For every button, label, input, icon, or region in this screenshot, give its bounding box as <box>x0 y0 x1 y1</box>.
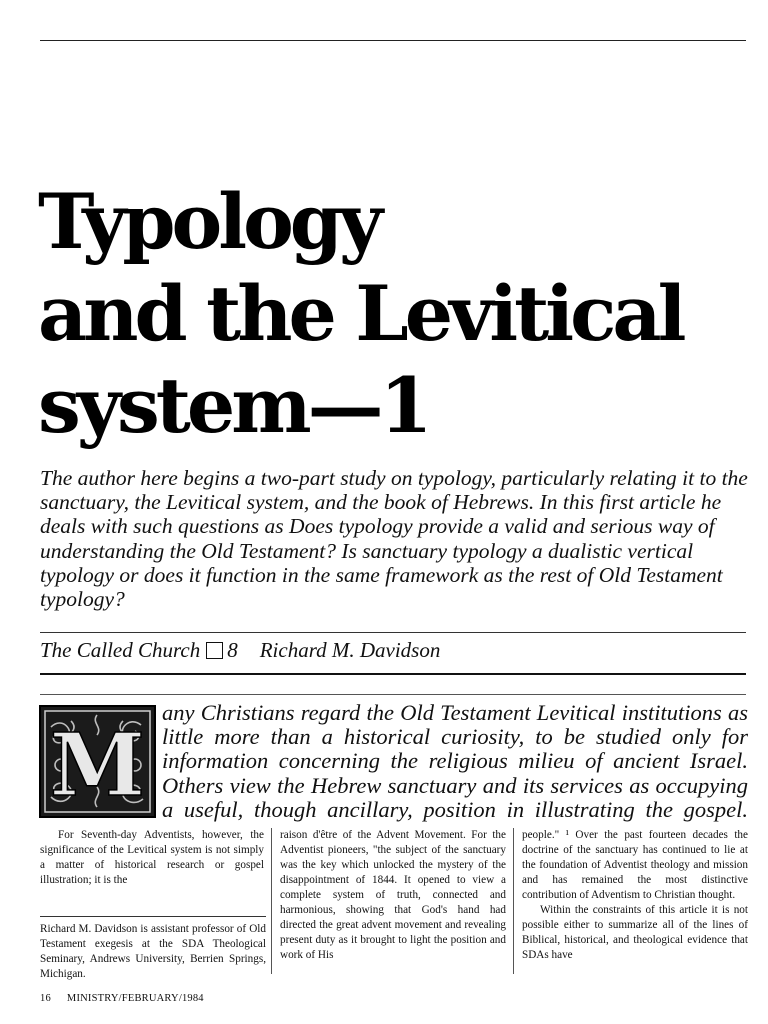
byline-bottom-rule <box>40 673 746 675</box>
body-column-3 <box>522 828 748 963</box>
lead-line: Others view the Hebrew sanctuary and its services as occupying <box>162 772 748 798</box>
article-title <box>38 176 758 452</box>
author-name: Richard M. Davidson <box>259 638 441 662</box>
author-note-rule <box>40 916 266 917</box>
page-footer <box>40 993 204 1004</box>
body-column-1 <box>40 828 264 888</box>
top-rule <box>40 40 746 41</box>
title-line-1: Typology <box>38 177 380 266</box>
lead-line: a useful, though ancillary, position in illustrating the gospel. <box>162 796 748 822</box>
title-line-2: and the Levitical <box>38 269 683 358</box>
byline <box>40 638 440 663</box>
section-number: 8 <box>227 638 238 662</box>
body-paragraph: people." ¹ Over the past fourteen decades the doctrine of the sanctuary has continued to lie at the foundation of Adventist theology and mission and has remained the most distinctive contribution of Adventism to Christian thought. <box>522 829 748 901</box>
byline-top-rule <box>40 632 746 633</box>
lead-line: little more than a historical curiosity, to be studied only for <box>162 724 748 750</box>
body-paragraph: raison d'être of the Advent Movement. For the Adventist pioneers, "the subject of the sanctuary was the key which unlocked the mystery of the disappointment of 1844. It opened to view a complete system of truth, connected and harmonious, showing that God's hand had directed the great advent movement and revealing present duty as it brought to light the position and work of His <box>280 829 506 961</box>
author-note: Richard M. Davidson is assistant professor of Old Testament exegesis at the SDA Theological Seminary, Andrews University, Berrien Springs, Michigan. <box>40 923 266 980</box>
svg-text:M: M <box>49 715 146 816</box>
column-divider <box>271 828 272 974</box>
lead-line: information concerning the religious milieu of ancient Israel. <box>162 748 748 774</box>
lead-top-rule <box>40 694 746 695</box>
section-name: The Called Church <box>40 638 201 662</box>
lead-line: any Christians regard the Old Testament Levitical institutions as <box>162 700 748 725</box>
body-column-2 <box>280 828 506 963</box>
body-paragraph: For Seventh-day Adventists, however, the significance of the Levitical system is not simply a matter of historical research or gospel illustration; it is the <box>40 829 264 886</box>
ornamental-dropcap <box>39 705 156 818</box>
title-line-3: system—1 <box>38 361 429 450</box>
page-number: 16 <box>40 993 51 1004</box>
publication-line: MINISTRY/FEBRUARY/1984 <box>66 993 204 1004</box>
square-box-icon <box>206 642 223 659</box>
ornament-vine-icon <box>41 707 154 816</box>
column-divider <box>513 828 514 974</box>
body-paragraph: Within the constraints of this article it is not possible either to summarize all of the lines of Biblical, historical, and theological evidence that SDAs have <box>522 904 748 961</box>
article-deck: The author here begins a two-part study on typology, particularly relating it to the sanctuary, the Levitical system, and the book of Hebrews. In this first article he deals with such questions as Does typology provide a valid and serious way of understanding the Old Testament? Is sanctuary typology a dualistic vertical typology or does it function in the same framework as the rest of Old Testament typology? <box>40 466 748 612</box>
lead-paragraph <box>162 701 748 822</box>
